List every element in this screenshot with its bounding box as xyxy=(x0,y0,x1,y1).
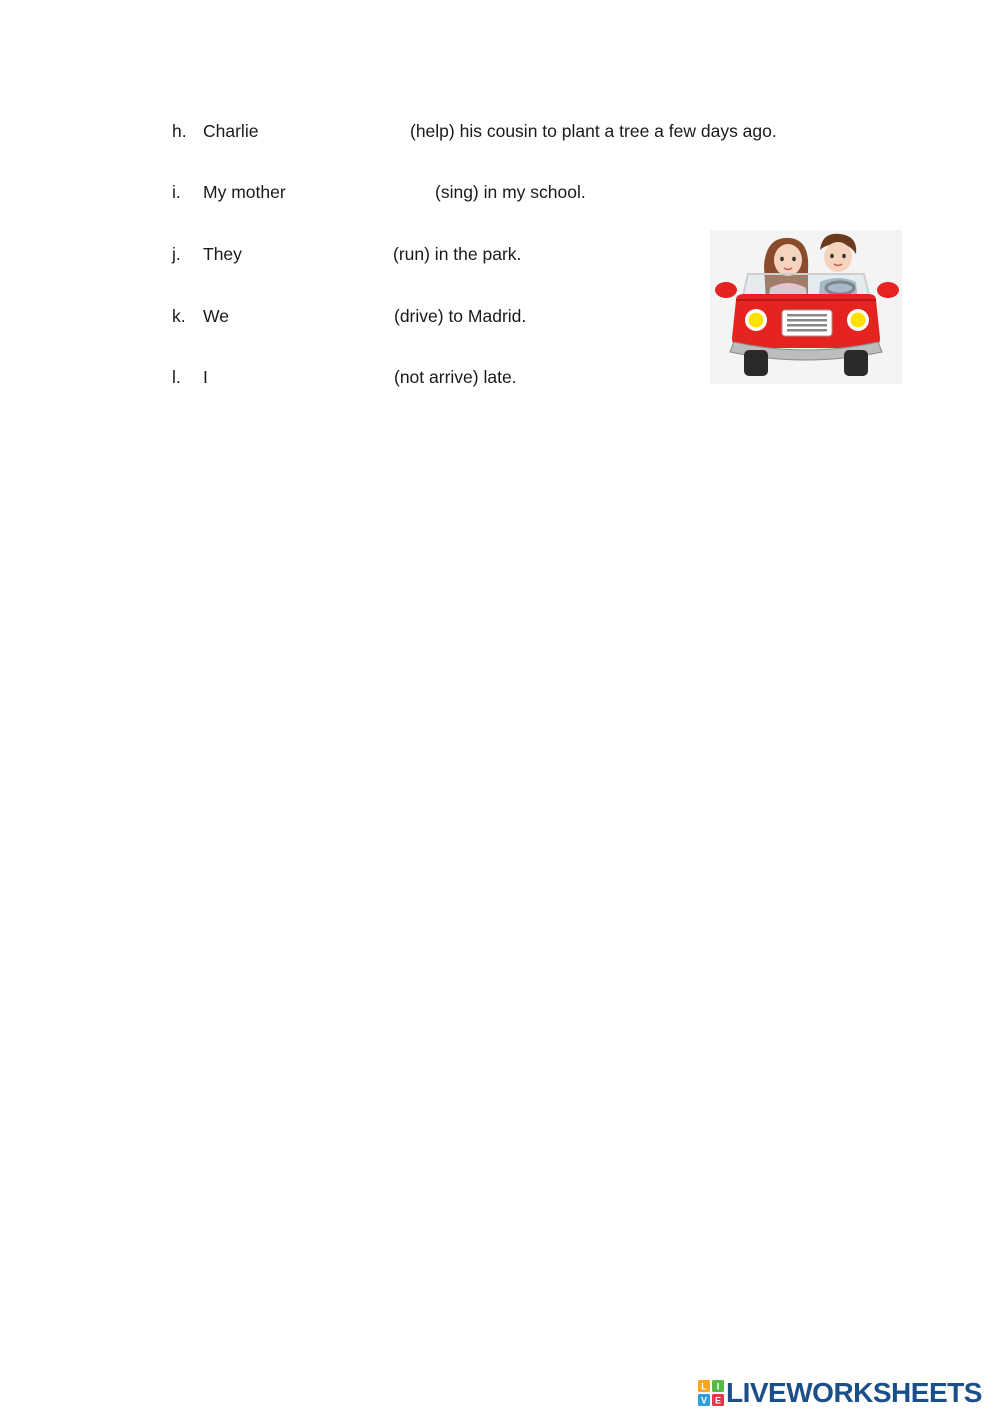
item-letter: j. xyxy=(172,244,181,264)
answer-input-j[interactable] xyxy=(257,242,387,264)
liveworksheets-logo-icon xyxy=(698,1380,724,1406)
item-letter: l. xyxy=(172,367,181,387)
item-letter: k. xyxy=(172,306,186,326)
svg-text:V: V xyxy=(700,1395,708,1406)
svg-text:E: E xyxy=(714,1395,722,1406)
item-subject: I xyxy=(203,367,208,387)
item-prompt: (sing) in my school. xyxy=(435,182,586,202)
brand-wordmark: LIVEWORKSHEETS xyxy=(726,1377,982,1408)
item-prompt: (help) his cousin to plant a tree a few days ago. xyxy=(410,121,777,141)
item-subject: We xyxy=(203,306,229,326)
couple-in-red-car-icon xyxy=(710,230,902,384)
item-prompt: (not arrive) late. xyxy=(394,367,517,387)
answer-input-l[interactable] xyxy=(222,365,388,387)
item-letter: h. xyxy=(172,121,187,141)
answer-input-k[interactable] xyxy=(247,304,388,326)
brand-footer[interactable] xyxy=(698,1378,982,1408)
svg-text:I: I xyxy=(716,1381,720,1392)
svg-text:L: L xyxy=(701,1381,707,1392)
item-subject: They xyxy=(203,244,242,264)
answer-input-i[interactable] xyxy=(307,180,429,202)
answer-input-h[interactable] xyxy=(272,119,404,141)
item-subject: Charlie xyxy=(203,121,259,141)
item-subject: My mother xyxy=(203,182,286,202)
item-prompt: (run) in the park. xyxy=(393,244,522,264)
item-prompt: (drive) to Madrid. xyxy=(394,306,527,326)
item-letter: i. xyxy=(172,182,181,202)
